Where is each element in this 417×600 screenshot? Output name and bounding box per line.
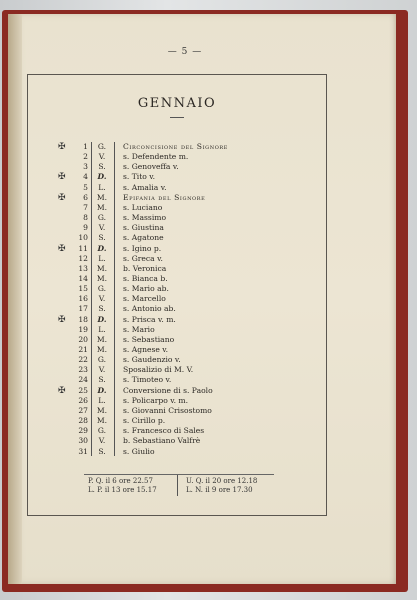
day-row [56,406,276,416]
day-number: 30 [78,436,88,446]
day-number: 26 [78,395,88,405]
saint-name: s. Mario [123,324,155,334]
weekday: M. [96,334,108,344]
weekday: G. [97,213,107,223]
day-row [56,172,276,182]
weekday: V. [98,294,106,304]
weekday: M. [96,416,108,426]
saint-name: s. Giustina [123,223,164,233]
day-row [56,416,276,426]
day-number: 24 [78,375,88,385]
weekday: S. [98,162,106,172]
weekday: L. [98,253,106,263]
day-number: 17 [78,304,88,314]
day-number: 3 [83,162,88,172]
month-title: GENNAIO [137,96,217,111]
saint-name: s. Agnese v. [123,345,169,354]
saint-name: Sposalizio di M. V. [123,365,194,375]
day-number: 16 [78,294,88,304]
day-row [56,294,276,304]
day-row [56,152,276,162]
day-row [56,162,276,172]
saint-name: s. Mario ab. [123,284,169,294]
day-number: 4 [83,172,88,182]
cross-icon: ✠ [58,142,66,152]
weekday: M. [96,405,108,415]
day-number: 18 [78,314,88,324]
day-row [56,193,276,203]
weekday: M. [96,263,108,273]
weekday: D. [97,243,107,253]
weekday: V. [98,365,106,375]
day-row [56,264,276,274]
day-number: 20 [78,334,88,344]
day-row [56,315,276,325]
day-row [56,345,276,355]
saint-name: s. Timoteo v. [123,375,172,385]
day-number: 5 [83,182,88,192]
saint-name: Epifania del Signore [123,192,206,202]
day-row [56,335,276,345]
day-number: 10 [78,233,88,243]
saint-name: s. Agatone [123,233,164,243]
day-row [56,304,276,314]
day-number: 7 [83,202,88,212]
day-number: 9 [83,223,88,233]
weekday: S. [98,375,106,385]
saint-name: s. Bianca b. [123,273,168,283]
footer-rule [84,474,274,475]
saint-name: s. Igino p. [123,243,162,253]
day-number: 21 [78,345,88,354]
weekday: G. [97,355,107,365]
weekday: V. [98,223,106,233]
day-row [56,386,276,396]
day-number: 22 [78,355,88,365]
weekday: L. [98,395,106,405]
day-row [56,426,276,436]
weekday: M. [96,202,108,212]
cross-icon: ✠ [58,314,66,325]
day-number: 27 [78,405,88,415]
weekday: G. [97,142,107,151]
saint-name: s. Francesco di Sales [123,426,205,436]
day-row [56,142,276,152]
day-row [56,213,276,223]
day-number: 23 [78,365,88,375]
weekday: V. [98,152,106,162]
saint-name: s. Giovanni Crisostomo [123,405,212,415]
day-row [56,436,276,446]
saint-name: s. Antonio ab. [123,304,176,314]
saint-name: Conversione di s. Paolo [123,385,213,395]
day-row [56,365,276,375]
cross-icon: ✠ [58,243,66,254]
weekday: G. [97,426,107,436]
day-number: 28 [78,416,88,426]
saint-name: b. Veronica [123,263,167,273]
weekday: L. [98,182,106,192]
moon-phase-last-quarter: U. Q. il 20 ore 12.18 [186,477,258,485]
day-number: 2 [83,152,88,162]
saint-name: s. Greca v. [123,253,163,263]
weekday: L. [98,324,106,334]
day-number: 25 [78,385,88,395]
moon-phase-full-moon: L. P. il 13 ore 15.17 [88,486,157,494]
cross-icon: ✠ [58,172,66,183]
weekday: S. [98,446,106,456]
saint-name: s. Cirillo p. [123,416,166,426]
day-row [56,274,276,284]
weekday: M. [96,273,108,283]
cross-icon: ✠ [58,385,66,396]
moon-phase-new-moon: L. N. il 9 ore 17.30 [186,486,253,494]
weekday: D. [97,172,107,182]
saint-name: s. Sebastiano [123,334,175,344]
saint-name: s. Luciano [123,202,163,212]
title-rule [170,117,184,118]
day-row [56,233,276,243]
day-number: 14 [78,273,88,283]
weekday: M. [96,192,108,202]
saint-name: s. Tito v. [123,172,156,182]
day-row [56,355,276,365]
saint-name: s. Prisca v. m. [123,314,176,324]
weekday: D. [97,314,107,324]
day-number: 11 [78,243,88,253]
day-row [56,447,276,457]
weekday: S. [98,233,106,243]
saint-name: b. Sebastiano Valfrè [123,436,201,446]
weekday: D. [97,385,107,395]
day-number: 15 [78,284,88,294]
saint-name: s. Marcello [123,294,166,304]
day-row [56,396,276,406]
day-row [56,325,276,335]
day-row [56,254,276,264]
weekday: M. [96,345,108,354]
day-number: 19 [78,324,88,334]
day-number: 13 [78,263,88,273]
day-row [56,244,276,254]
saint-name: s. Defendente m. [123,152,189,162]
day-number: 8 [83,213,88,223]
day-row [56,203,276,213]
weekday: V. [98,436,106,446]
day-number: 29 [78,426,88,436]
day-number: 6 [83,192,88,202]
day-number: 31 [78,446,88,456]
cross-icon: ✠ [58,192,66,203]
day-row [56,284,276,294]
day-row [56,183,276,193]
day-row [56,223,276,233]
weekday: S. [98,304,106,314]
page-gutter [8,14,22,584]
saint-name: s. Policarpo v. m. [123,395,189,405]
footer-separator [177,475,178,496]
day-row [56,375,276,385]
page-number: — 5 — [167,47,203,57]
day-number: 1 [83,142,88,151]
saint-name: s. Giulio [123,446,155,456]
saint-name: s. Massimo [123,213,167,223]
moon-phase-first-quarter: P. Q. il 6 ore 22.57 [88,477,153,485]
saint-name: s. Genoveffa v. [123,162,179,172]
saint-name: s. Amalia v. [123,182,167,192]
day-number: 12 [78,253,88,263]
weekday: G. [97,284,107,294]
saint-name: Circoncisione del Signore [123,142,229,151]
saint-name: s. Gaudenzio v. [123,355,181,365]
